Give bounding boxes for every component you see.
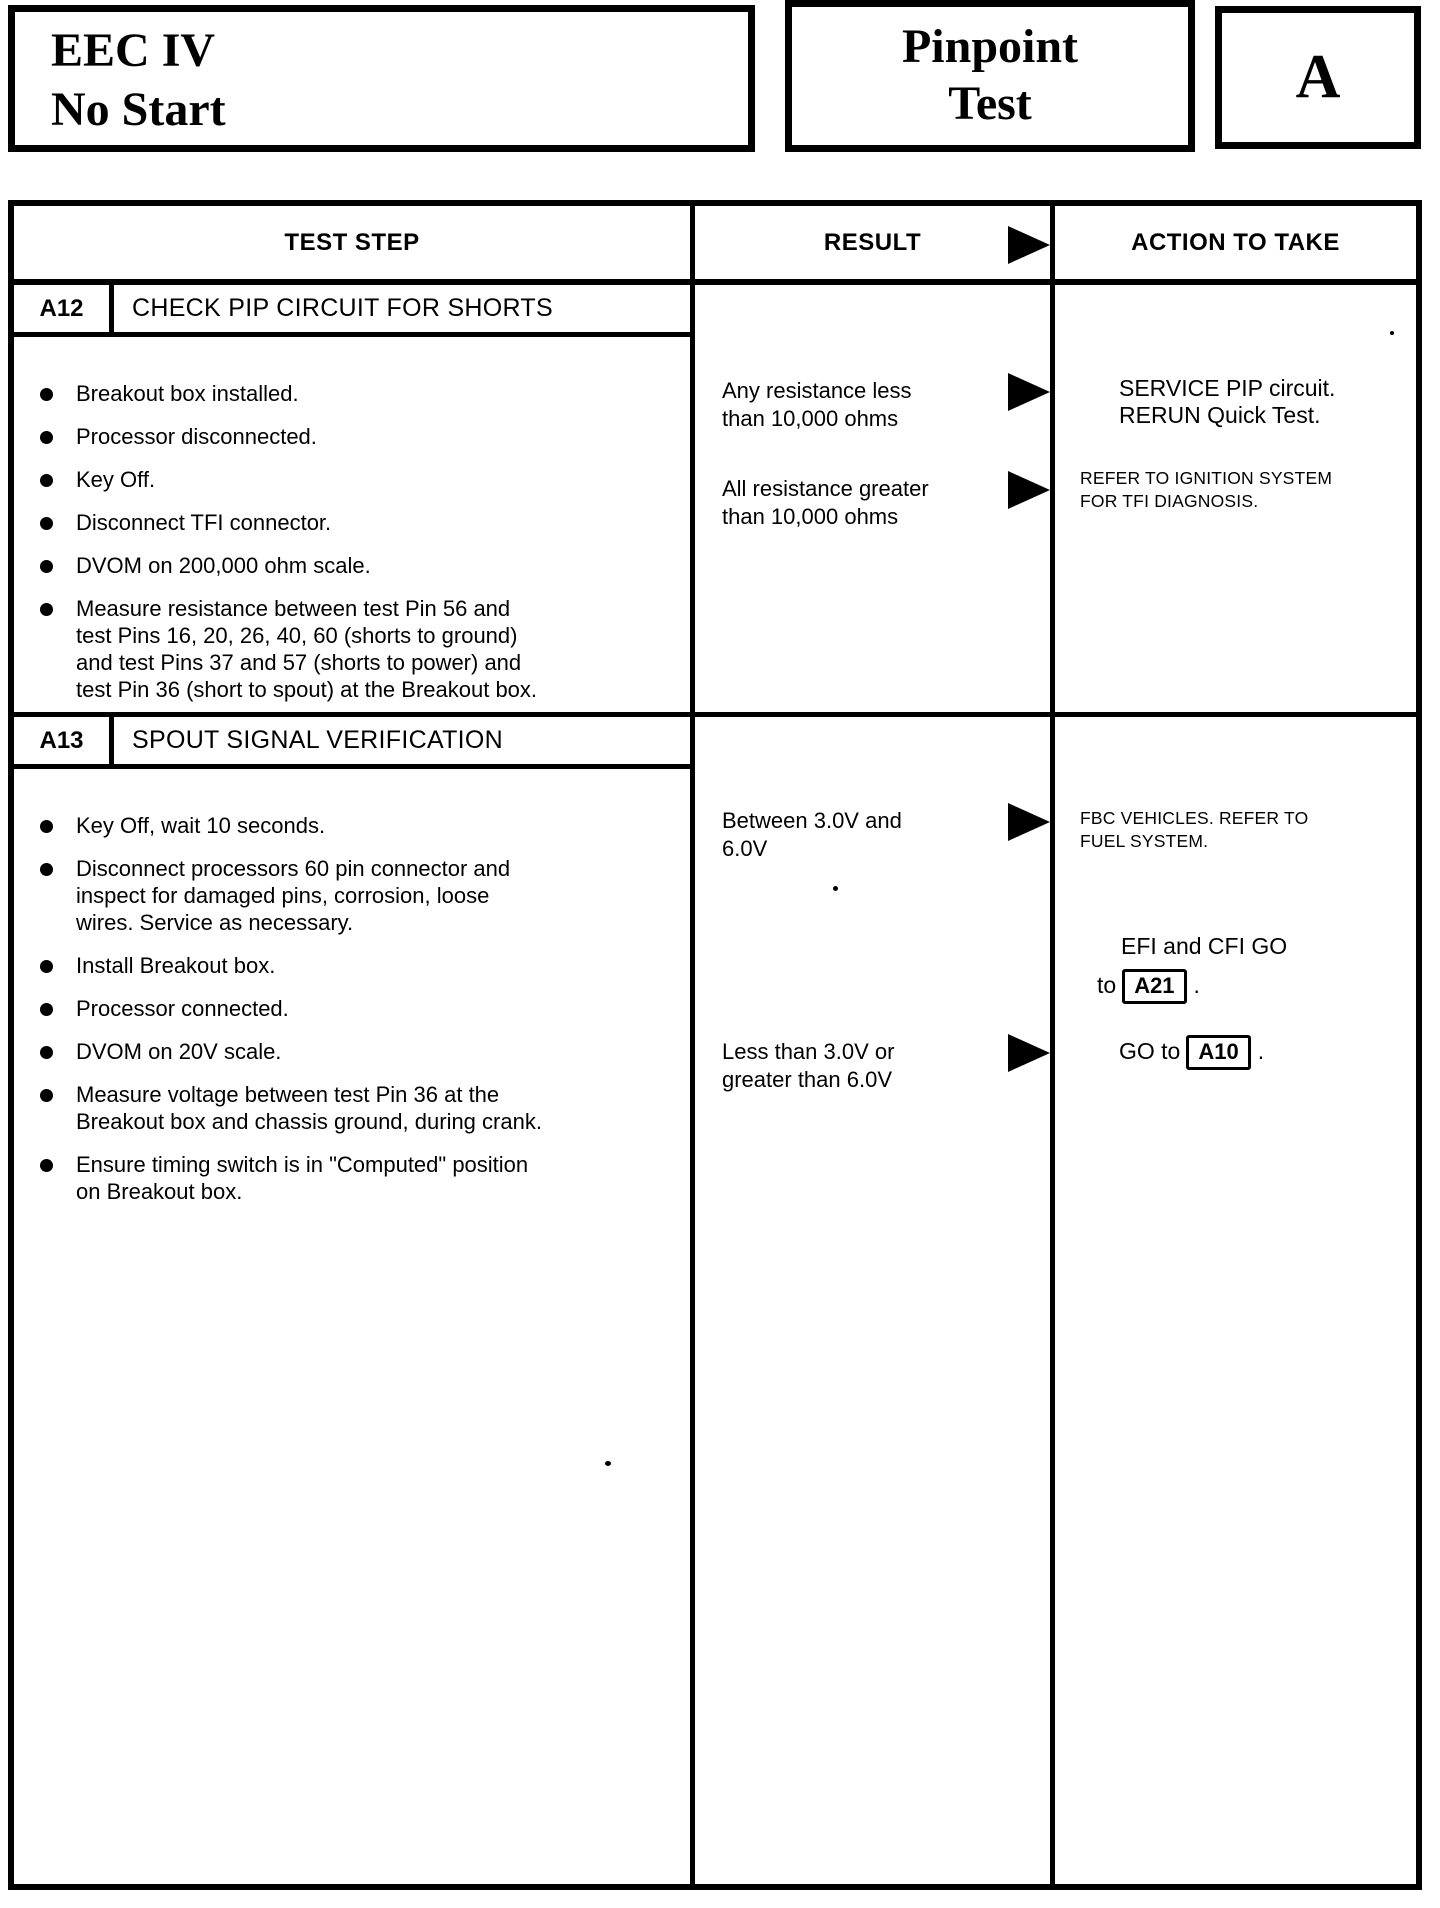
result-item <box>722 1038 1022 1094</box>
step-text: DVOM on 200,000 ohm scale. <box>76 553 371 578</box>
test-step-item <box>40 952 676 979</box>
step-text: on Breakout box. <box>76 1179 243 1204</box>
test-step-item <box>40 466 676 493</box>
test-letter-box <box>1215 6 1421 149</box>
system-title-line2: No Start <box>51 82 226 136</box>
pinpoint-test-table <box>8 200 1422 1890</box>
result-arrow-icon <box>1008 471 1050 509</box>
result-text: than 10,000 ohms <box>722 504 899 529</box>
action-text: REFER TO IGNITION SYSTEM <box>1080 468 1333 488</box>
test-step-item <box>40 423 676 450</box>
test-step-item <box>40 380 676 407</box>
test-step-item <box>40 995 676 1022</box>
step-text: Measure resistance between test Pin 56 and <box>76 596 511 621</box>
action-cell-a13 <box>1055 717 1416 1884</box>
step-text: Processor connected. <box>76 996 289 1021</box>
step-text: Install Breakout box. <box>76 953 276 978</box>
test-step-item <box>40 812 676 839</box>
result-item <box>722 807 1022 863</box>
step-text: Processor disconnected. <box>76 424 317 449</box>
test-step-list <box>14 812 690 1205</box>
pinpoint-test-box <box>785 0 1195 152</box>
action-text: . <box>1193 972 1200 998</box>
section-id-badge: A13 <box>14 717 114 764</box>
action-text: GO to <box>1119 1038 1181 1064</box>
result-header-label: RESULT <box>823 228 922 256</box>
step-text: test Pins 16, 20, 26, 40, 60 (shorts to ground) <box>76 623 518 648</box>
result-arrow-icon <box>1008 1034 1050 1072</box>
result-text: greater than 6.0V <box>722 1067 893 1092</box>
test-step-item <box>40 1038 676 1065</box>
doc-title-line2: Test <box>948 77 1032 130</box>
action-text: FOR TFI DIAGNOSIS. <box>1080 491 1259 511</box>
action-text: . <box>1257 1038 1265 1064</box>
result-item <box>722 377 1022 433</box>
scan-speck <box>605 1461 611 1466</box>
action-item <box>1080 467 1332 513</box>
section-id-badge: A12 <box>14 285 114 332</box>
test-step-header-label: TEST STEP <box>284 228 420 256</box>
result-text: Less than 3.0V or <box>722 1039 895 1064</box>
doc-title-line1: Pinpoint <box>901 20 1079 74</box>
action-text: to <box>1097 972 1117 998</box>
step-text: Key Off. <box>76 467 156 492</box>
step-text: Disconnect TFI connector. <box>76 510 332 535</box>
action-cell-a12 <box>1055 285 1416 717</box>
column-header-test-step <box>14 206 695 285</box>
section-header-a12 <box>14 285 690 337</box>
action-text: FBC VEHICLES. REFER TO <box>1080 808 1309 828</box>
result-cell-a12 <box>695 285 1055 717</box>
result-text: Between 3.0V and <box>722 808 902 833</box>
test-letter: A <box>1295 43 1341 111</box>
result-item <box>722 475 1022 531</box>
result-arrow-icon <box>1008 373 1050 411</box>
column-header-action <box>1055 206 1416 285</box>
step-text: Key Off, wait 10 seconds. <box>76 813 326 838</box>
scan-speck <box>1390 331 1394 335</box>
action-text: SERVICE PIP circuit. <box>1119 375 1336 401</box>
result-arrow-icon <box>1008 803 1050 841</box>
result-text: All resistance greater <box>722 476 929 501</box>
step-text: Breakout box and chassis ground, during crank. <box>76 1109 542 1134</box>
step-text: Measure voltage between test Pin 36 at the <box>76 1082 500 1107</box>
goto-ref-a21: A21 <box>1122 969 1186 1004</box>
step-text: and test Pins 37 and 57 (shorts to power) and <box>76 650 522 675</box>
system-title-box <box>8 5 755 152</box>
result-cell-a13 <box>695 717 1055 1884</box>
test-step-item <box>40 855 676 936</box>
step-text: Breakout box installed. <box>76 381 299 406</box>
step-text: test Pin 36 (short to spout) at the Breakout box. <box>76 677 538 702</box>
test-step-item <box>40 1151 676 1205</box>
result-text: Any resistance less <box>722 378 912 403</box>
section-title: CHECK PIP CIRCUIT FOR SHORTS <box>132 294 553 322</box>
scan-speck <box>833 886 838 891</box>
action-text: FUEL SYSTEM. <box>1080 831 1209 851</box>
action-text: RERUN Quick Test. <box>1119 402 1321 428</box>
section-header-a13 <box>14 717 690 769</box>
test-step-list <box>14 380 690 703</box>
action-item <box>1119 1035 1264 1070</box>
test-step-cell-a12 <box>14 285 695 717</box>
result-text: 6.0V <box>722 836 768 861</box>
step-text: inspect for damaged pins, corrosion, loose <box>76 883 490 908</box>
test-step-item <box>40 595 676 703</box>
action-item <box>1080 807 1308 853</box>
result-arrow-icon <box>1008 226 1050 264</box>
section-title: SPOUT SIGNAL VERIFICATION <box>132 726 503 754</box>
test-step-item <box>40 509 676 536</box>
system-title-line1: EEC IV <box>51 24 216 77</box>
test-step-item <box>40 1081 676 1135</box>
action-item <box>1097 933 1287 1004</box>
test-step-item <box>40 552 676 579</box>
result-text: than 10,000 ohms <box>722 406 899 431</box>
action-text: EFI and CFI GO <box>1121 933 1288 959</box>
action-header-label: ACTION TO TAKE <box>1131 228 1340 256</box>
step-text: DVOM on 20V scale. <box>76 1039 282 1064</box>
goto-ref-a10: A10 <box>1186 1035 1250 1070</box>
step-text: wires. Service as necessary. <box>76 910 354 935</box>
action-item <box>1119 375 1335 429</box>
test-step-cell-a13 <box>14 717 695 1884</box>
step-text: Ensure timing switch is in "Computed" position <box>76 1152 529 1177</box>
step-text: Disconnect processors 60 pin connector and <box>76 856 511 881</box>
column-header-result <box>695 206 1055 285</box>
goto-line <box>1119 1035 1264 1070</box>
goto-line <box>1097 969 1287 1004</box>
